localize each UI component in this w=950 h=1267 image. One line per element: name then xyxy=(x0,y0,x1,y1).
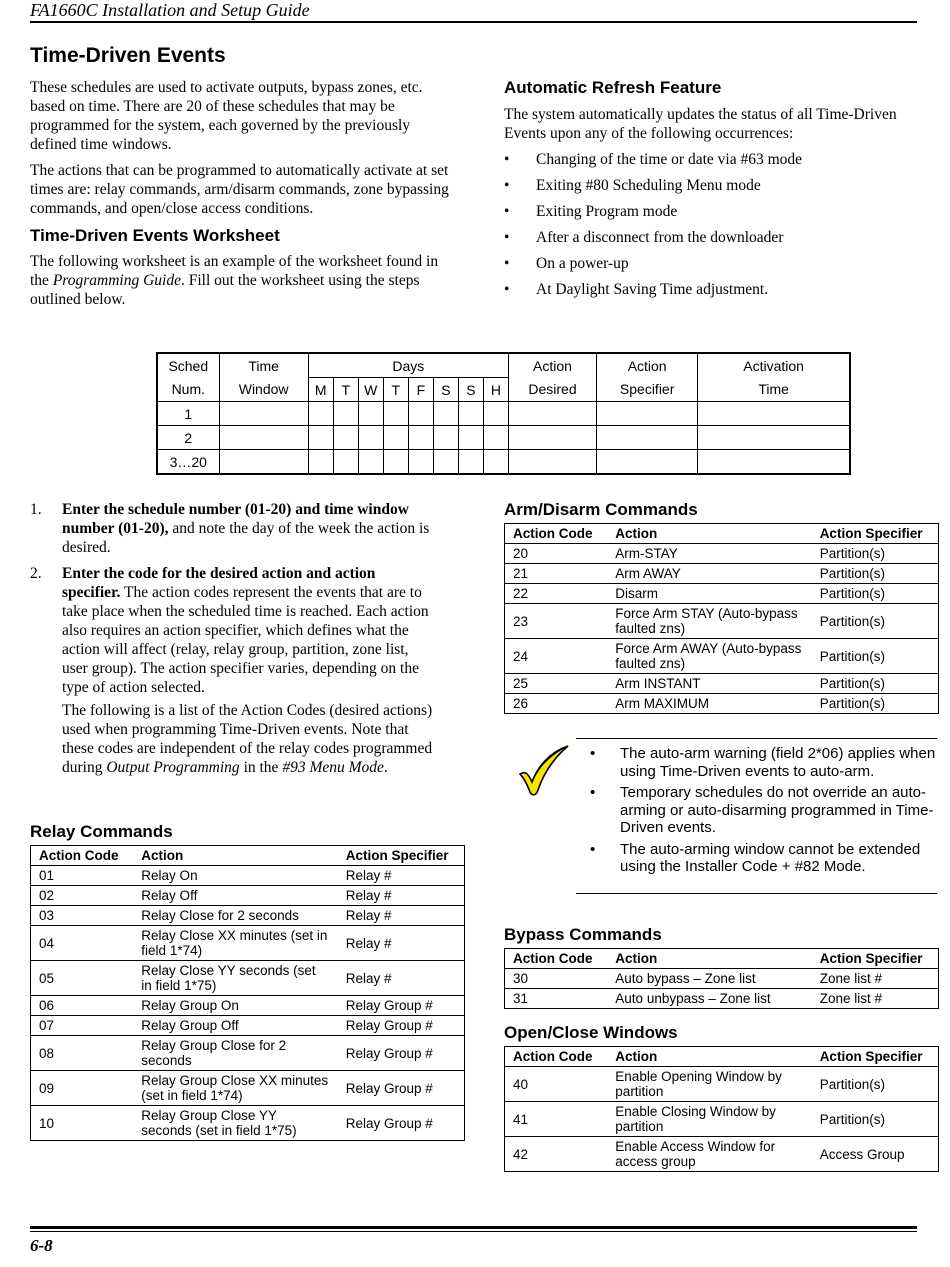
action-code-cell: 10 xyxy=(31,1106,134,1141)
header-cell: Days xyxy=(308,353,508,378)
action-specifier-cell: Relay Group # xyxy=(338,1036,465,1071)
action-cell: Force Arm STAY (Auto-bypass faulted zns) xyxy=(607,604,811,639)
table-row xyxy=(31,1071,465,1106)
list-item: • Temporary schedules do not override an auto-arming or auto-disarming programmed in Time-Driven events. xyxy=(576,784,937,837)
row-number: 3…20 xyxy=(157,450,219,475)
action-cell: Relay Group Close XX minutes (set in field 1*74) xyxy=(133,1071,337,1106)
table-row xyxy=(505,639,939,674)
refresh-title: Automatic Refresh Feature xyxy=(504,78,722,97)
action-code-cell: 31 xyxy=(505,989,608,1009)
header-cell: Action xyxy=(597,353,698,378)
header-cell: Specifier xyxy=(597,378,698,402)
action-cell: Auto unbypass – Zone list xyxy=(607,989,811,1009)
table-row xyxy=(157,450,850,475)
action-specifier-cell: Zone list # xyxy=(812,969,939,989)
table-row xyxy=(505,674,939,694)
table-row xyxy=(31,866,465,886)
notes-list xyxy=(576,739,937,876)
action-code-cell: 40 xyxy=(505,1067,608,1102)
day-cell: T xyxy=(383,378,408,402)
step-number: 2. xyxy=(30,565,42,582)
action-code-cell: 22 xyxy=(505,584,608,604)
action-cell: Relay Off xyxy=(133,886,337,906)
action-cell: Relay Group On xyxy=(133,996,337,1016)
step-number: 1. xyxy=(30,501,42,518)
header-cell: Activation xyxy=(698,353,850,378)
row-number: 1 xyxy=(157,402,219,426)
action-cell: Relay Group Close for 2 seconds xyxy=(133,1036,337,1071)
day-cell: M xyxy=(308,378,333,402)
table-row xyxy=(505,1137,939,1172)
action-cell: Enable Access Window for access group xyxy=(607,1137,811,1172)
action-code-cell: 42 xyxy=(505,1137,608,1172)
column-header: Action xyxy=(133,846,337,866)
action-code-cell: 05 xyxy=(31,961,134,996)
table-row xyxy=(31,961,465,996)
codes-paragraph: The following is a list of the Action Codes (desired actions) used when programming Time-Driven events. Note that these codes are independent of the relay codes programmed during Output Programming in the #93 Menu Mode. xyxy=(62,702,433,776)
action-code-cell: 07 xyxy=(31,1016,134,1036)
table-row xyxy=(31,926,465,961)
action-code-cell: 25 xyxy=(505,674,608,694)
day-cell: F xyxy=(408,378,433,402)
action-code-cell: 26 xyxy=(505,694,608,714)
notes-box xyxy=(576,738,937,894)
action-specifier-cell: Relay # xyxy=(338,926,465,961)
table-header-row xyxy=(505,949,939,969)
table-row xyxy=(505,544,939,564)
table-row xyxy=(505,1102,939,1137)
column-header: Action Code xyxy=(505,949,608,969)
running-header: FA1660C Installation and Setup Guide xyxy=(30,0,310,20)
refresh-list xyxy=(504,150,924,299)
action-specifier-cell: Relay Group # xyxy=(338,1071,465,1106)
column-header: Action Specifier xyxy=(812,524,939,544)
action-specifier-cell: Relay # xyxy=(338,886,465,906)
action-cell: Relay Group Close YY seconds (set in field 1*75) xyxy=(133,1106,337,1141)
list-item: • At Daylight Saving Time adjustment. xyxy=(504,280,924,299)
day-cell: S xyxy=(433,378,458,402)
time-driven-events-section xyxy=(30,44,450,309)
worksheet-paragraph: The following worksheet is an example of the worksheet found in the Programming Guide. Fill out the worksheet using the steps outlined below. xyxy=(30,253,439,308)
table-row xyxy=(31,1016,465,1036)
action-code-cell: 09 xyxy=(31,1071,134,1106)
list-item: • The auto-arm warning (field 2*06) applies when using Time-Driven events to auto-arm. xyxy=(576,745,937,780)
relay-title: Relay Commands xyxy=(30,822,173,841)
list-item: • Changing of the time or date via #63 mode xyxy=(504,150,924,169)
list-item: 2. Enter the code for the desired action and action specifier. The action codes represent the events that are to take place when the scheduled time is reached. Each action also requires an action specifier, which defines what the action will affect (relay, relay group, partition, zone list, user group). The action specifier varies, depending on the type of action selected. The following is a list of the Action Codes (desired actions) used when programming Time-Driven events. Note that these codes are independent of the relay codes programmed during Output Programming in the #93 Menu Mode. xyxy=(30,564,435,777)
column-header: Action Specifier xyxy=(812,1047,939,1067)
table-row xyxy=(31,1036,465,1071)
header-rule xyxy=(30,21,917,23)
table-row xyxy=(505,1067,939,1102)
action-cell: Force Arm AWAY (Auto-bypass faulted zns) xyxy=(607,639,811,674)
action-cell: Arm INSTANT xyxy=(607,674,811,694)
table-row xyxy=(157,402,850,426)
actions-paragraph: The actions that can be programmed to automatically activate at set times are: relay commands, arm/disarm commands, zone bypassing commands, and open/close access conditions. xyxy=(30,162,449,217)
action-cell: Relay Group Off xyxy=(133,1016,337,1036)
page-number: 6-8 xyxy=(30,1236,53,1255)
action-specifier-cell: Partition(s) xyxy=(812,639,939,674)
action-specifier-cell: Partition(s) xyxy=(812,1102,939,1137)
action-cell: Auto bypass – Zone list xyxy=(607,969,811,989)
refresh-intro: The system automatically updates the status of all Time-Driven Events upon any of the following occurrences: xyxy=(504,106,897,142)
action-specifier-cell: Zone list # xyxy=(812,989,939,1009)
action-code-cell: 23 xyxy=(505,604,608,639)
day-cell: S xyxy=(458,378,483,402)
list-item: • The auto-arming window cannot be extended using the Installer Code + #82 Mode. xyxy=(576,841,937,876)
footer-rule xyxy=(30,1231,917,1232)
action-specifier-cell: Relay Group # xyxy=(338,996,465,1016)
table-row xyxy=(505,694,939,714)
action-specifier-cell: Partition(s) xyxy=(812,584,939,604)
action-specifier-cell: Relay # xyxy=(338,906,465,926)
steps-section xyxy=(30,500,435,784)
day-cell: T xyxy=(333,378,358,402)
bypass-title: Bypass Commands xyxy=(504,925,662,944)
action-code-cell: 41 xyxy=(505,1102,608,1137)
action-cell: Relay On xyxy=(133,866,337,886)
table-row xyxy=(31,906,465,926)
action-cell: Relay Close YY seconds (set in field 1*75) xyxy=(133,961,337,996)
table-row xyxy=(505,604,939,639)
table-row xyxy=(505,584,939,604)
action-cell: Arm MAXIMUM xyxy=(607,694,811,714)
action-cell: Enable Closing Window by partition xyxy=(607,1102,811,1137)
openclose-table xyxy=(504,1046,939,1172)
column-header: Action xyxy=(607,524,811,544)
table-header-row xyxy=(505,1047,939,1067)
table-header-row xyxy=(505,524,939,544)
table-row xyxy=(31,1106,465,1141)
column-header: Action xyxy=(607,1047,811,1067)
list-item: 1. Enter the schedule number (01-20) and time window number (01-20), and note the day of the week the action is desired. xyxy=(30,501,430,556)
action-specifier-cell: Partition(s) xyxy=(812,1067,939,1102)
day-cell: H xyxy=(483,378,508,402)
worksheet-table xyxy=(156,352,851,475)
action-cell: Relay Close for 2 seconds xyxy=(133,906,337,926)
checkmark-icon xyxy=(516,744,572,800)
table-row xyxy=(505,969,939,989)
action-specifier-cell: Relay # xyxy=(338,866,465,886)
action-specifier-cell: Partition(s) xyxy=(812,694,939,714)
list-item: • On a power-up xyxy=(504,254,924,273)
table-row xyxy=(157,426,850,450)
action-code-cell: 01 xyxy=(31,866,134,886)
list-item: • Exiting Program mode xyxy=(504,202,924,221)
column-header: Action Specifier xyxy=(338,846,465,866)
refresh-section xyxy=(504,78,924,306)
action-specifier-cell: Partition(s) xyxy=(812,564,939,584)
column-header: Action Code xyxy=(505,524,608,544)
table-row xyxy=(31,996,465,1016)
header-cell: Time xyxy=(698,378,850,402)
list-item: • After a disconnect from the downloader xyxy=(504,228,924,247)
row-number: 2 xyxy=(157,426,219,450)
action-code-cell: 06 xyxy=(31,996,134,1016)
intro-paragraph: These schedules are used to activate outputs, bypass zones, etc. based on time. There are 20 of these schedules that may be programmed for the system, each governed by the previously defined time windows. xyxy=(30,79,423,153)
action-cell: Enable Opening Window by partition xyxy=(607,1067,811,1102)
action-code-cell: 20 xyxy=(505,544,608,564)
table-row xyxy=(505,564,939,584)
table-header-row xyxy=(157,353,850,378)
arm-title: Arm/Disarm Commands xyxy=(504,500,698,519)
column-header: Action Code xyxy=(31,846,134,866)
action-specifier-cell: Access Group xyxy=(812,1137,939,1172)
column-header: Action Code xyxy=(505,1047,608,1067)
header-cell: Num. xyxy=(157,378,219,402)
list-item: • Exiting #80 Scheduling Menu mode xyxy=(504,176,924,195)
header-cell: Window xyxy=(219,378,308,402)
action-cell: Disarm xyxy=(607,584,811,604)
column-header: Action Specifier xyxy=(812,949,939,969)
action-specifier-cell: Partition(s) xyxy=(812,604,939,639)
action-code-cell: 24 xyxy=(505,639,608,674)
action-code-cell: 04 xyxy=(31,926,134,961)
table-row xyxy=(31,886,465,906)
bypass-table xyxy=(504,948,939,1009)
table-header-row xyxy=(157,378,850,402)
table-header-row xyxy=(31,846,465,866)
action-cell: Relay Close XX minutes (set in field 1*74) xyxy=(133,926,337,961)
action-specifier-cell: Partition(s) xyxy=(812,544,939,564)
header-cell: Desired xyxy=(508,378,596,402)
action-code-cell: 03 xyxy=(31,906,134,926)
action-cell: Arm AWAY xyxy=(607,564,811,584)
action-cell: Arm-STAY xyxy=(607,544,811,564)
footer-rule xyxy=(30,1226,917,1229)
arm-table xyxy=(504,523,939,714)
action-code-cell: 08 xyxy=(31,1036,134,1071)
action-code-cell: 21 xyxy=(505,564,608,584)
header-cell: Time xyxy=(219,353,308,378)
action-specifier-cell: Relay # xyxy=(338,961,465,996)
action-specifier-cell: Relay Group # xyxy=(338,1016,465,1036)
action-code-cell: 30 xyxy=(505,969,608,989)
action-code-cell: 02 xyxy=(31,886,134,906)
table-row xyxy=(505,989,939,1009)
worksheet-heading: Time-Driven Events Worksheet xyxy=(30,226,280,245)
action-specifier-cell: Partition(s) xyxy=(812,674,939,694)
relay-table xyxy=(30,845,465,1141)
header-cell: Sched xyxy=(157,353,219,378)
steps-list xyxy=(30,500,435,777)
action-specifier-cell: Relay Group # xyxy=(338,1106,465,1141)
header-cell: Action xyxy=(508,353,596,378)
day-cell: W xyxy=(358,378,383,402)
openclose-title: Open/Close Windows xyxy=(504,1023,678,1042)
section-title: Time-Driven Events xyxy=(30,44,226,67)
column-header: Action xyxy=(607,949,811,969)
